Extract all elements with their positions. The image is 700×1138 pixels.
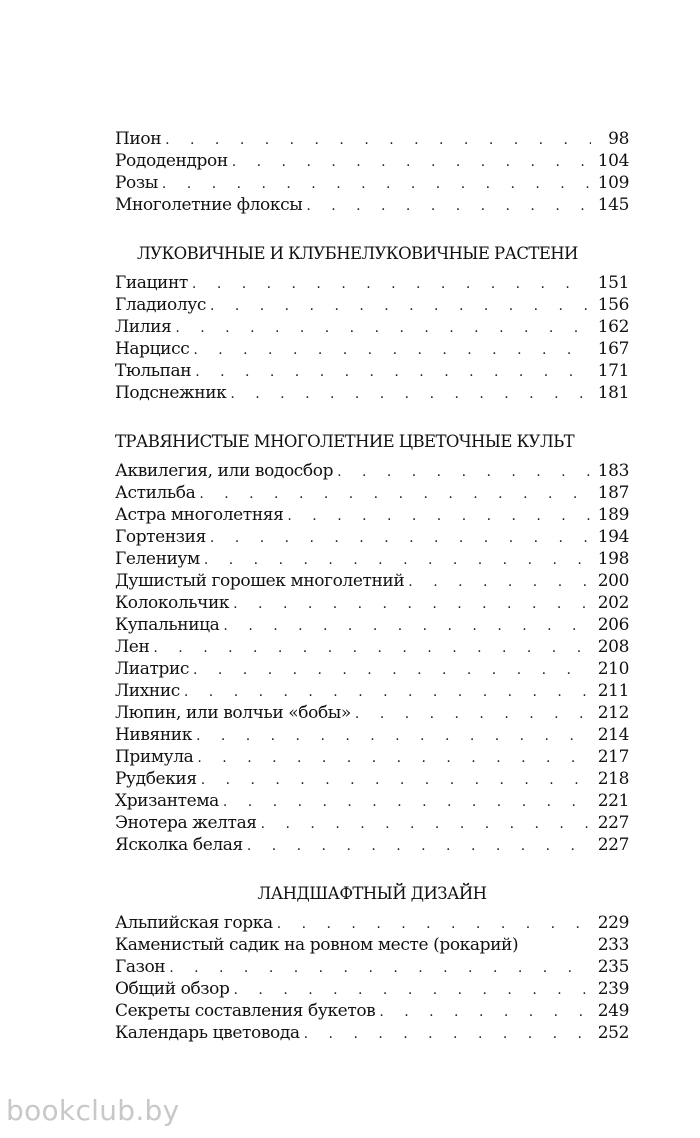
toc-entry — [115, 150, 629, 172]
entry-title: Ясколка белая — [115, 835, 243, 855]
dot-leader — [169, 957, 591, 979]
entry-title: Астра многолетняя — [115, 505, 284, 525]
dot-leader — [153, 637, 591, 659]
toc-entry — [115, 128, 629, 150]
dot-leader — [201, 769, 591, 791]
entry-page-number: 151 — [597, 273, 629, 293]
dot-leader — [304, 1023, 591, 1045]
toc-entry — [115, 934, 629, 956]
toc-entry — [115, 526, 629, 548]
toc-entry — [115, 172, 629, 194]
toc-entry — [115, 1022, 629, 1044]
section-heading: ЛАНДШАФТНЫЙ ДИЗАЙН — [257, 884, 487, 903]
entry-page-number: 211 — [597, 681, 629, 701]
entry-title: Лихнис — [115, 681, 180, 701]
toc-entry — [115, 504, 629, 526]
entry-page-number: 217 — [597, 747, 629, 767]
entry-title: Рудбекия — [115, 769, 197, 789]
section-heading: ЛУКОВИЧНЫЕ И КЛУБНЕЛУКОВИЧНЫЕ РАСТЕНИ — [137, 244, 578, 263]
toc-entry — [115, 194, 629, 216]
entry-title: Нивяник — [115, 725, 192, 745]
entry-title: Многолетние флоксы — [115, 195, 303, 215]
entry-title: Примула — [115, 747, 194, 767]
toc-entry — [115, 614, 629, 636]
entry-page-number: 187 — [597, 483, 629, 503]
entry-title: Каменистый садик на ровном месте (рокарий) — [115, 935, 519, 955]
toc-entry — [115, 316, 629, 338]
entry-page-number: 227 — [597, 835, 629, 855]
entry-page-number: 221 — [597, 791, 629, 811]
entry-title: Аквилегия, или водосбор — [115, 461, 334, 481]
entry-title: Секреты составления букетов — [115, 1001, 376, 1021]
dot-leader — [196, 725, 591, 747]
dot-leader — [162, 173, 591, 195]
toc-entry — [115, 636, 629, 658]
toc-section — [115, 242, 629, 404]
dot-leader — [408, 571, 591, 593]
dot-leader — [199, 483, 591, 505]
dot-leader — [193, 659, 591, 681]
entry-title: Душистый горошек многолетний — [115, 571, 405, 591]
dot-leader — [233, 593, 591, 615]
dot-leader — [337, 461, 591, 483]
entry-page-number: 189 — [597, 505, 629, 525]
entry-title: Тюльпан — [115, 361, 192, 381]
entry-title: Пион — [115, 129, 162, 149]
toc-entry — [115, 956, 629, 978]
entry-title: Энотера желтая — [115, 813, 257, 833]
toc-entry — [115, 294, 629, 316]
dot-leader — [247, 835, 591, 857]
entry-page-number: 98 — [608, 129, 629, 149]
entry-page-number: 167 — [597, 339, 629, 359]
dot-leader — [184, 681, 591, 703]
toc-section — [115, 128, 629, 216]
entry-title: Лен — [115, 637, 150, 657]
toc-entry — [115, 382, 629, 404]
entry-title: Гортензия — [115, 527, 206, 547]
toc-entry — [115, 272, 629, 294]
toc-entry — [115, 912, 629, 934]
toc-entry — [115, 768, 629, 790]
entry-title: Календарь цветовода — [115, 1023, 300, 1043]
toc-entry — [115, 460, 629, 482]
entry-title: Люпин, или волчьи «бобы» — [115, 703, 351, 723]
toc-entry — [115, 978, 629, 1000]
entry-title: Колокольчик — [115, 593, 230, 613]
dot-leader — [230, 383, 591, 405]
toc-entry — [115, 702, 629, 724]
entry-page-number: 235 — [597, 957, 629, 977]
entry-page-number: 239 — [597, 979, 629, 999]
entry-title: Лилия — [115, 317, 172, 337]
entry-title: Гелениум — [115, 549, 200, 569]
dot-leader — [195, 361, 591, 383]
toc-entry — [115, 724, 629, 746]
entry-page-number: 109 — [597, 173, 629, 193]
entry-page-number: 181 — [597, 383, 629, 403]
site-watermark: bookclub.by — [6, 1094, 180, 1127]
entry-title: Гладиолус — [115, 295, 206, 315]
entry-title: Хризантема — [115, 791, 219, 811]
dot-leader — [210, 295, 591, 317]
entry-title: Нарцисс — [115, 339, 190, 359]
dot-leader — [355, 703, 591, 725]
entry-title: Астильба — [115, 483, 196, 503]
dot-leader — [306, 195, 591, 217]
entry-page-number: 202 — [597, 593, 629, 613]
toc-entry — [115, 592, 629, 614]
entry-page-number: 194 — [597, 527, 629, 547]
toc-entry — [115, 338, 629, 360]
dot-leader — [277, 913, 591, 935]
dot-leader — [193, 339, 591, 361]
entry-page-number: 249 — [597, 1001, 629, 1021]
toc-entry — [115, 746, 629, 768]
entry-page-number: 212 — [597, 703, 629, 723]
dot-leader — [175, 317, 591, 339]
entry-page-number: 171 — [597, 361, 629, 381]
section-heading: ТРАВЯНИСТЫЕ МНОГОЛЕТНИЕ ЦВЕТОЧНЫЕ КУЛЬТ — [115, 432, 575, 451]
dot-leader — [232, 151, 591, 173]
entry-page-number: 104 — [597, 151, 629, 171]
entry-page-number: 252 — [597, 1023, 629, 1043]
toc-entry — [115, 834, 629, 856]
dot-leader — [261, 813, 591, 835]
dot-leader — [379, 1001, 591, 1023]
toc-entry — [115, 790, 629, 812]
toc-section — [115, 882, 629, 1044]
toc-entry — [115, 680, 629, 702]
toc-entry — [115, 570, 629, 592]
entry-page-number: 156 — [597, 295, 629, 315]
entry-title: Гиацинт — [115, 273, 188, 293]
entry-page-number: 214 — [597, 725, 629, 745]
entry-page-number: 208 — [597, 637, 629, 657]
entry-title: Общий обзор — [115, 979, 230, 999]
dot-leader — [287, 505, 591, 527]
dot-leader — [210, 527, 591, 549]
entry-page-number: 200 — [597, 571, 629, 591]
dot-leader — [192, 273, 591, 295]
dot-leader — [223, 615, 591, 637]
entry-page-number: 210 — [597, 659, 629, 679]
dot-leader — [204, 549, 591, 571]
entry-page-number: 229 — [597, 913, 629, 933]
toc-section — [115, 430, 629, 856]
toc-entry — [115, 548, 629, 570]
entry-title: Подснежник — [115, 383, 227, 403]
dot-leader — [197, 747, 591, 769]
dot-leader — [223, 791, 591, 813]
entry-title: Купальница — [115, 615, 220, 635]
toc-entry — [115, 360, 629, 382]
dot-leader — [234, 979, 591, 1001]
toc-entry — [115, 812, 629, 834]
entry-page-number: 145 — [597, 195, 629, 215]
entry-page-number: 183 — [597, 461, 629, 481]
entry-title: Рододендрон — [115, 151, 228, 171]
toc-entry — [115, 1000, 629, 1022]
entry-page-number: 162 — [597, 317, 629, 337]
entry-page-number: 227 — [597, 813, 629, 833]
toc-entry — [115, 658, 629, 680]
dot-leader — [165, 129, 591, 151]
entry-page-number: 206 — [597, 615, 629, 635]
entry-page-number: 233 — [597, 935, 629, 955]
entry-title: Лиатрис — [115, 659, 189, 679]
entry-page-number: 198 — [597, 549, 629, 569]
entry-title: Газон — [115, 957, 166, 977]
toc-entry — [115, 482, 629, 504]
entry-title: Альпийская горка — [115, 913, 273, 933]
entry-page-number: 218 — [597, 769, 629, 789]
entry-title: Розы — [115, 173, 158, 193]
table-of-contents — [115, 128, 629, 1044]
